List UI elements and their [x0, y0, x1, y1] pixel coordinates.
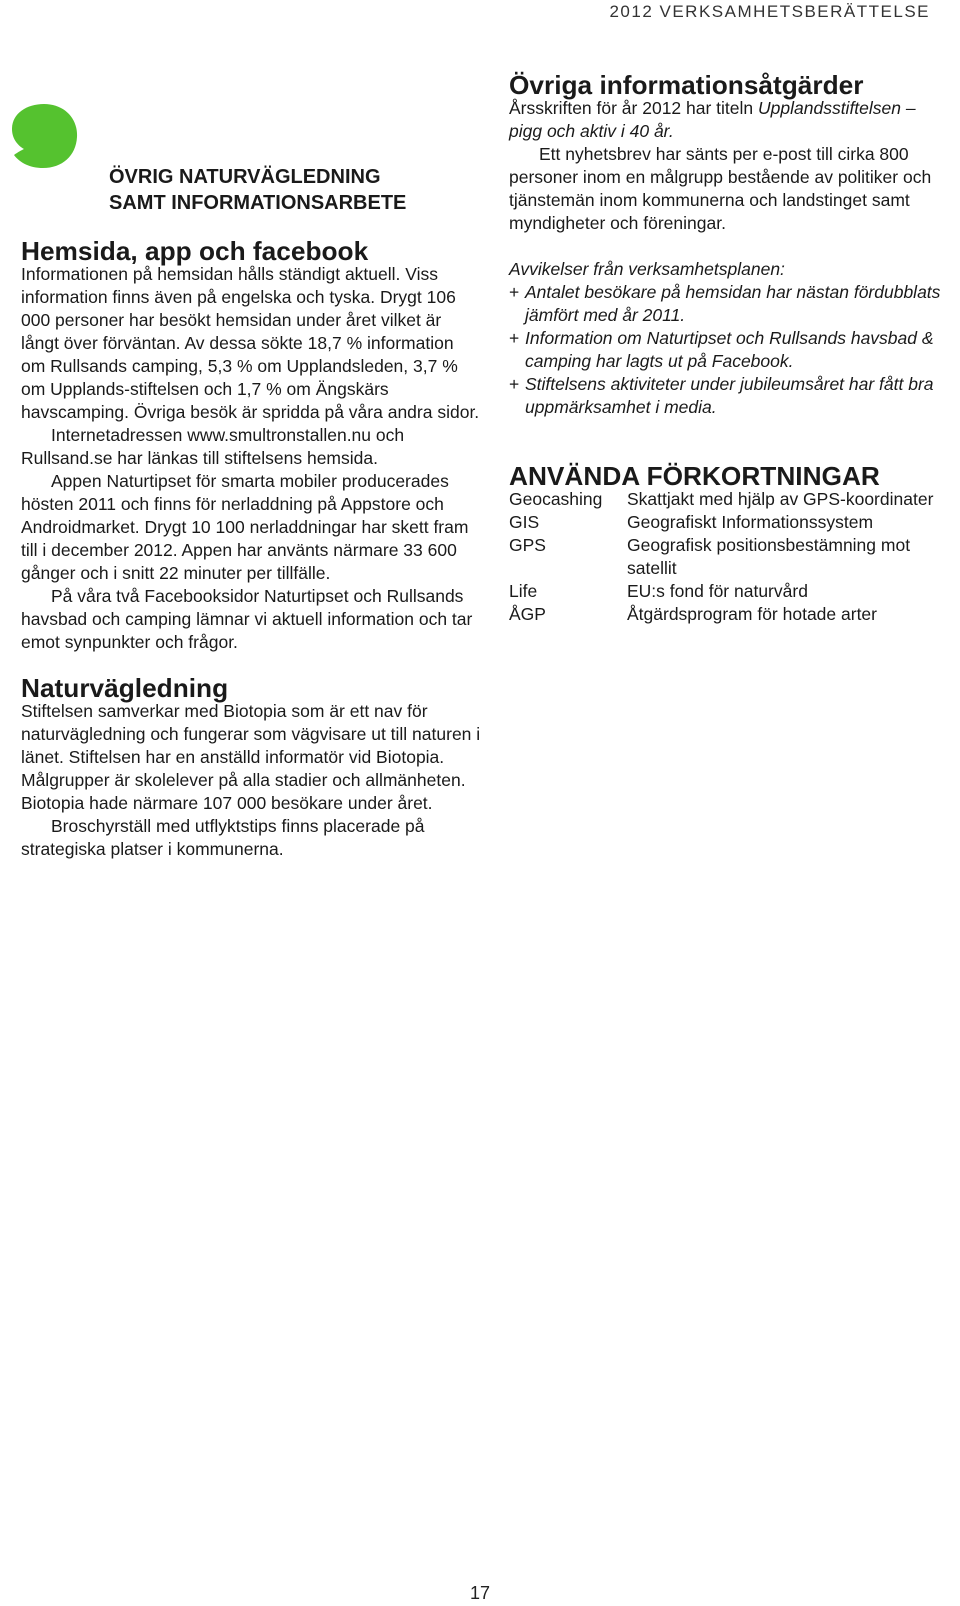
page-title-line-1: ÖVRIG NATURVÄGLEDNING [109, 166, 381, 188]
table-row [509, 534, 949, 580]
page-title [109, 164, 481, 216]
right-column [509, 70, 949, 649]
section-heading-ovriga: Övriga informationsåtgärder [509, 70, 864, 100]
section-avvikelser [509, 258, 949, 419]
running-header: 2012 VERKSAMHETSBERÄTTELSE [609, 2, 930, 21]
section-forkortningar [509, 461, 949, 626]
table-row [509, 511, 949, 534]
paragraph: Broschyrställ med utflyktstips finns placerade på strategiska platser i kommunerna. [21, 816, 425, 859]
paragraph-prefix: Årsskriften för år 2012 har titeln [509, 98, 758, 118]
left-column [21, 164, 481, 884]
abbreviation-term: GIS [509, 512, 540, 532]
section-heading-forkortningar: ANVÄNDA FÖRKORTNINGAR [509, 461, 880, 491]
publication-title: Upplandsstiftelsen – pigg och aktiv i 40 år. [509, 98, 916, 141]
abbreviation-term: ÅGP [509, 604, 546, 624]
section-hemsida [21, 236, 481, 654]
list-item: + Information om Naturtipset och Rullsands havsbad & camping har lagts ut på Facebook. [509, 327, 949, 373]
abbreviation-term: GPS [509, 535, 546, 555]
abbreviation-definition: Geografisk positionsbestämning mot satellit [627, 535, 911, 578]
abbreviation-term: Life [509, 581, 538, 601]
paragraph: Informationen på hemsidan hålls ständigt aktuell. Viss information finns även på engelska och tyska. Drygt 106 000 personer har besökt hemsidan under året vilket är långt över förväntan. Av dessa sökte 18,7 % information om Rullsands camping, 5,3 % om Upplandsleden, 3,7 % om Upplands-stiftelsen och 1,7 % om Ängskärs havscamping. Övriga besök är spridda på våra andra sidor. [21, 264, 480, 422]
list-item: + Antalet besökare på hemsidan har nästan fördubblats jämfört med år 2011. [509, 281, 949, 327]
paragraph: Stiftelsen samverkar med Biotopia som är ett nav för naturvägledning och fungerar som vägvisare ut till naturen i länet. Stiftelsen har en anställd informatör vid Biotopia. Målgrupper är skolelever på alla stadier och allmänheten. Biotopia hade närmare 107 000 besökare under året. [21, 701, 481, 813]
page-number: 17 [469, 1583, 491, 1603]
green-leaf-icon [8, 100, 80, 172]
section-heading-naturvagledning: Naturvägledning [21, 673, 229, 703]
paragraph: På våra två Facebooksidor Naturtipset och Rullsands havsbad och camping lämnar vi aktuell information och tar emot synpunkter och frågor. [21, 586, 473, 652]
abbreviation-definition: Skattjakt med hjälp av GPS-koordinater [627, 489, 934, 509]
paragraph: Ett nyhetsbrev har sänts per e-post till cirka 800 personer inom en målgrupp bestående av politiker och tjänstemän inom kommunerna och landstinget samt myndigheter och föreningar. [509, 144, 932, 233]
abbreviation-definition: EU:s fond för naturvård [627, 581, 808, 601]
table-row [509, 488, 949, 511]
avvikelser-heading: Avvikelser från verksamhetsplanen: [509, 259, 785, 279]
paragraph: Appen Naturtipset för smarta mobiler producerades hösten 2011 och finns för nerladdning på Appstore och Androidmarket. Drygt 10 100 nerladdningar har skett fram till i december 2012. Appen har använts närmare 33 600 gånger och i snitt 22 minuter per tillfälle. [21, 471, 469, 583]
section-naturvagledning [21, 673, 481, 861]
list-item: + Stiftelsens aktiviteter under jubileumsåret har fått bra uppmärksamhet i media. [509, 373, 949, 419]
page-title-line-2: SAMT INFORMATIONSARBETE [109, 192, 407, 214]
abbreviation-definition: Åtgärdsprogram för hotade arter [627, 604, 877, 624]
avvikelser-list [509, 281, 949, 419]
abbreviation-definition: Geografiskt Informationssystem [627, 512, 874, 532]
abbreviation-term: Geocashing [509, 489, 603, 509]
paragraph [509, 97, 949, 143]
section-heading-hemsida: Hemsida, app och facebook [21, 236, 369, 266]
paragraph: Internetadressen www.smultronstallen.nu och Rullsand.se har länkas till stiftelsens hemsida. [21, 425, 405, 468]
abbreviation-table [509, 488, 949, 626]
section-ovriga [509, 70, 949, 235]
table-row [509, 580, 949, 603]
table-row [509, 603, 949, 626]
